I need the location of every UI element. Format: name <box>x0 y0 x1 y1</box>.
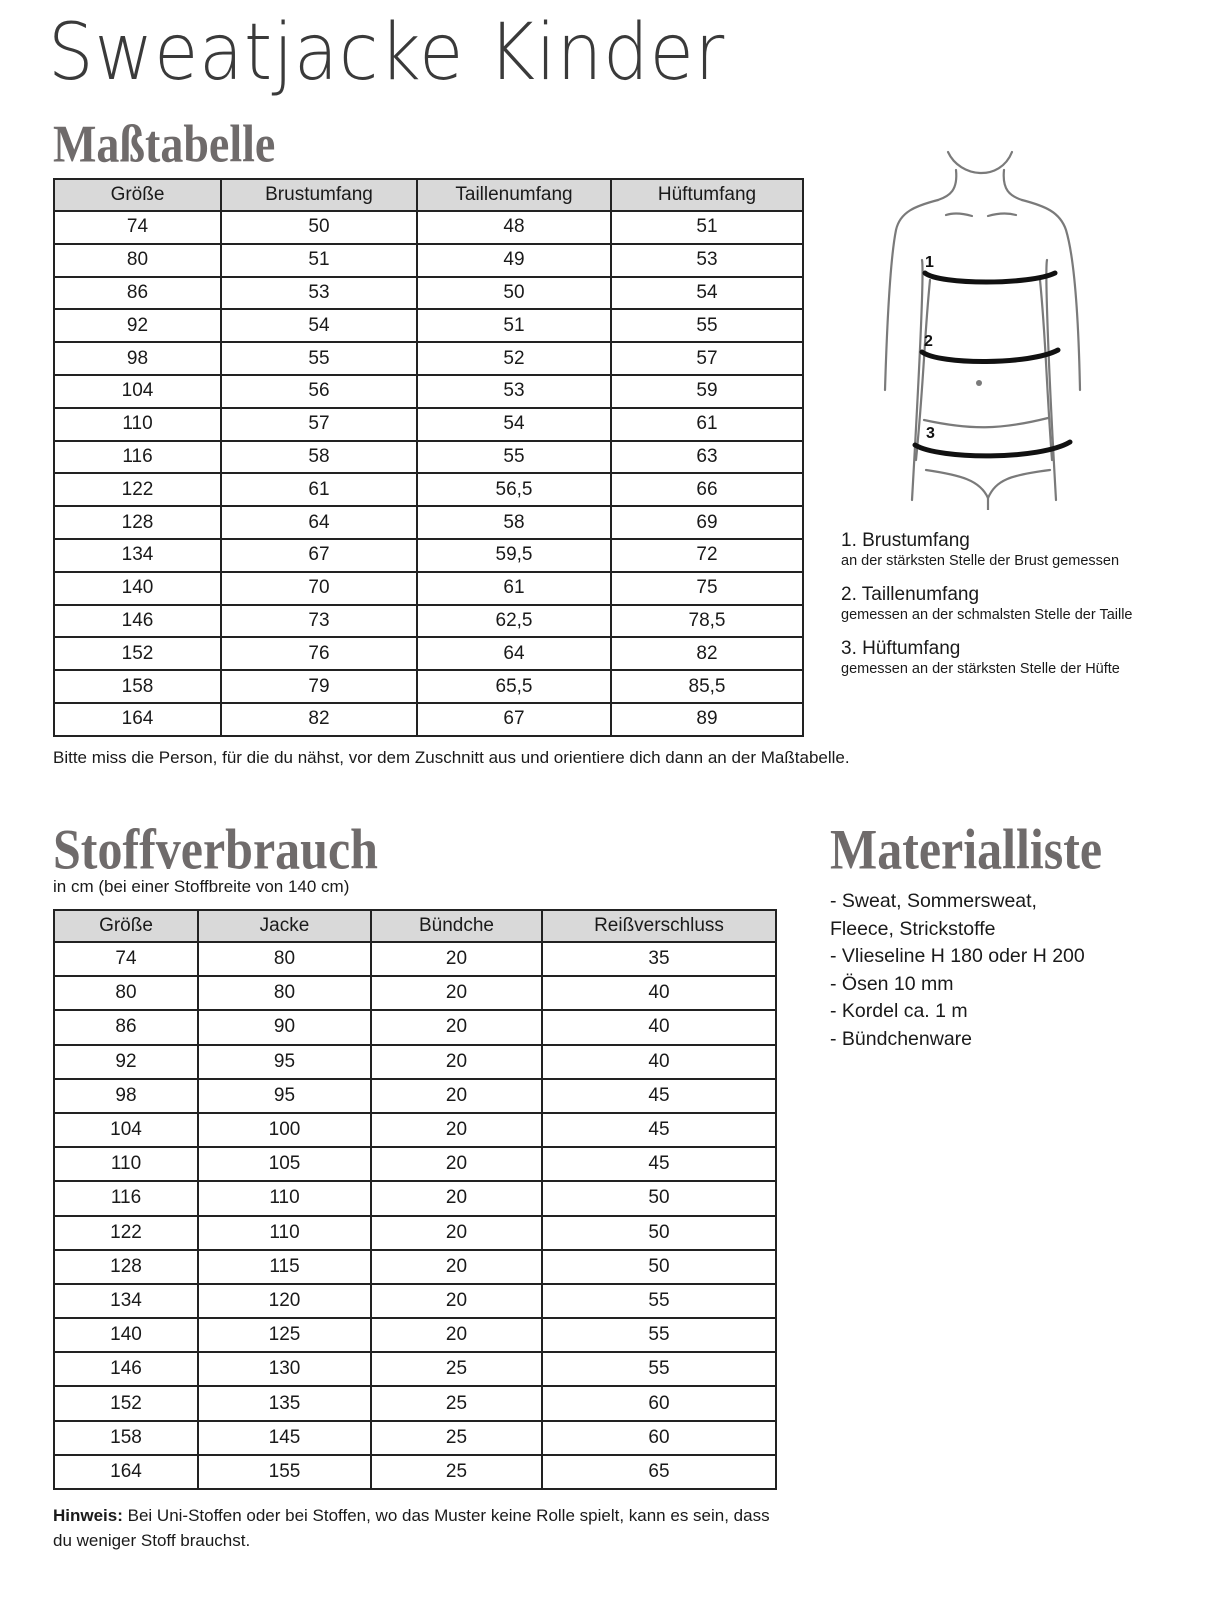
label-2: 2 <box>924 333 933 350</box>
table-cell: 164 <box>54 1455 198 1489</box>
table-row <box>54 211 803 244</box>
material-item: Fleece, Strickstoffe <box>830 917 996 940</box>
table-cell: 122 <box>54 1216 198 1250</box>
table-cell: 25 <box>371 1421 542 1455</box>
table-cell: 61 <box>221 473 417 506</box>
column-header: Bündche <box>371 910 542 942</box>
legend-title: 2. Taillenumfang <box>841 584 980 605</box>
table-cell: 73 <box>221 605 417 638</box>
table-row <box>54 473 803 506</box>
table-row <box>54 1010 776 1044</box>
table-cell: 100 <box>198 1113 371 1147</box>
waist-measure-line <box>922 350 1058 362</box>
legend-item <box>841 638 1201 678</box>
table-cell: 50 <box>542 1216 776 1250</box>
table-row <box>54 1421 776 1455</box>
fabric-hint <box>53 1503 773 1553</box>
table-cell: 40 <box>542 976 776 1010</box>
table-cell: 25 <box>371 1386 542 1420</box>
table-row <box>54 506 803 539</box>
table-cell: 78,5 <box>611 605 803 638</box>
table-cell: 74 <box>54 211 221 244</box>
table-cell: 20 <box>371 1079 542 1113</box>
body-outline-icon <box>880 140 1110 510</box>
body-measurement-illustration <box>880 140 1110 510</box>
column-header: Reißverschluss <box>542 910 776 942</box>
table-cell: 54 <box>611 277 803 310</box>
hint-label: Hinweis: <box>53 1506 123 1525</box>
fabric-heading: Stoffverbrauch <box>53 816 378 881</box>
table-row <box>54 605 803 638</box>
material-item: - Bündchenware <box>830 1027 973 1050</box>
column-header: Jacke <box>198 910 371 942</box>
table-cell: 152 <box>54 637 221 670</box>
table-cell: 20 <box>371 942 542 976</box>
table-cell: 152 <box>54 1386 198 1420</box>
materials-list <box>830 888 1190 1053</box>
table-cell: 95 <box>198 1045 371 1079</box>
table-row <box>54 572 803 605</box>
table-row <box>54 1045 776 1079</box>
table-cell: 20 <box>371 1284 542 1318</box>
page-title: Sweatjacke Kinder <box>48 8 726 98</box>
table-row <box>54 703 803 736</box>
legend-item <box>841 530 1201 570</box>
table-cell: 55 <box>542 1318 776 1352</box>
table-cell: 53 <box>611 244 803 277</box>
table-cell: 45 <box>542 1079 776 1113</box>
table-cell: 116 <box>54 1181 198 1215</box>
table-row <box>54 1147 776 1181</box>
table-cell: 52 <box>417 342 611 375</box>
table-cell: 122 <box>54 473 221 506</box>
table-cell: 89 <box>611 703 803 736</box>
table-cell: 130 <box>198 1352 371 1386</box>
table-header-row <box>54 910 776 942</box>
label-1: 1 <box>925 254 934 271</box>
table-cell: 69 <box>611 506 803 539</box>
table-cell: 80 <box>198 976 371 1010</box>
table-cell: 85,5 <box>611 670 803 703</box>
table-cell: 48 <box>417 211 611 244</box>
table-row <box>54 1284 776 1318</box>
table-row <box>54 1216 776 1250</box>
table-cell: 60 <box>542 1386 776 1420</box>
table-cell: 158 <box>54 1421 198 1455</box>
table-cell: 56,5 <box>417 473 611 506</box>
table-cell: 134 <box>54 539 221 572</box>
table-cell: 104 <box>54 1113 198 1147</box>
table-row <box>54 670 803 703</box>
table-cell: 25 <box>371 1455 542 1489</box>
table-cell: 45 <box>542 1147 776 1181</box>
table-cell: 110 <box>54 408 221 441</box>
table-row <box>54 277 803 310</box>
table-row <box>54 441 803 474</box>
table-cell: 25 <box>371 1352 542 1386</box>
table-cell: 74 <box>54 942 198 976</box>
table-cell: 115 <box>198 1250 371 1284</box>
legend-desc: gemessen an der stärksten Stelle der Hüfte <box>841 661 1120 677</box>
table-cell: 50 <box>221 211 417 244</box>
table-row <box>54 1352 776 1386</box>
legend-desc: gemessen an der schmalsten Stelle der Taille <box>841 607 1133 623</box>
table-cell: 55 <box>417 441 611 474</box>
table-cell: 63 <box>611 441 803 474</box>
table-cell: 158 <box>54 670 221 703</box>
table-cell: 51 <box>611 211 803 244</box>
table-cell: 57 <box>611 342 803 375</box>
table-cell: 20 <box>371 1113 542 1147</box>
table-cell: 66 <box>611 473 803 506</box>
table-header-row <box>54 179 803 211</box>
table-cell: 110 <box>198 1181 371 1215</box>
measure-note: Bitte miss die Person, für die du nähst, vor dem Zuschnitt aus und orientiere dich dann an der Maßtabelle. <box>53 748 850 767</box>
size-chart-table <box>53 178 804 737</box>
table-cell: 140 <box>54 1318 198 1352</box>
table-cell: 146 <box>54 1352 198 1386</box>
table-cell: 75 <box>611 572 803 605</box>
material-item: - Ösen 10 mm <box>830 972 954 995</box>
legend-item <box>841 584 1201 624</box>
table-cell: 53 <box>417 375 611 408</box>
fabric-table <box>53 909 777 1490</box>
table-row <box>54 1079 776 1113</box>
table-cell: 45 <box>542 1113 776 1147</box>
table-row <box>54 942 776 976</box>
chest-measure-line <box>925 273 1055 282</box>
table-cell: 116 <box>54 441 221 474</box>
table-row <box>54 1318 776 1352</box>
table-cell: 62,5 <box>417 605 611 638</box>
table-cell: 20 <box>371 1318 542 1352</box>
table-cell: 20 <box>371 976 542 1010</box>
table-cell: 104 <box>54 375 221 408</box>
table-cell: 95 <box>198 1079 371 1113</box>
table-cell: 20 <box>371 1010 542 1044</box>
table-cell: 51 <box>417 309 611 342</box>
table-cell: 70 <box>221 572 417 605</box>
legend-title: 3. Hüftumfang <box>841 638 961 659</box>
material-item: - Vlieseline H 180 oder H 200 <box>830 945 1085 967</box>
table-cell: 86 <box>54 277 221 310</box>
table-cell: 90 <box>198 1010 371 1044</box>
table-cell: 20 <box>371 1045 542 1079</box>
legend-title: 1. Brustumfang <box>841 530 970 551</box>
table-cell: 164 <box>54 703 221 736</box>
materials-heading: Materialliste <box>830 816 1103 881</box>
table-cell: 53 <box>221 277 417 310</box>
table-cell: 40 <box>542 1010 776 1044</box>
table-row <box>54 539 803 572</box>
table-cell: 110 <box>198 1216 371 1250</box>
table-cell: 128 <box>54 1250 198 1284</box>
table-cell: 54 <box>417 408 611 441</box>
table-cell: 59 <box>611 375 803 408</box>
hint-text: Bei Uni-Stoffen oder bei Stoffen, wo das Muster keine Rolle spielt, kann es sein, dass du weniger Stoff brauchst. <box>53 1506 770 1550</box>
table-cell: 20 <box>371 1250 542 1284</box>
table-cell: 51 <box>221 244 417 277</box>
label-3: 3 <box>926 425 935 442</box>
table-cell: 50 <box>542 1181 776 1215</box>
table-cell: 57 <box>221 408 417 441</box>
table-cell: 128 <box>54 506 221 539</box>
table-cell: 155 <box>198 1455 371 1489</box>
table-cell: 65,5 <box>417 670 611 703</box>
table-cell: 82 <box>221 703 417 736</box>
table-cell: 80 <box>54 976 198 1010</box>
size-chart-heading: Maßtabelle <box>53 114 276 174</box>
table-cell: 56 <box>221 375 417 408</box>
table-cell: 79 <box>221 670 417 703</box>
column-header: Brustumfang <box>221 179 417 211</box>
table-cell: 49 <box>417 244 611 277</box>
table-cell: 20 <box>371 1181 542 1215</box>
table-cell: 140 <box>54 572 221 605</box>
table-cell: 20 <box>371 1216 542 1250</box>
material-item: - Sweat, Sommersweat, <box>830 890 1037 912</box>
column-header: Hüftumfang <box>611 179 803 211</box>
table-row <box>54 408 803 441</box>
table-cell: 64 <box>417 637 611 670</box>
table-cell: 64 <box>221 506 417 539</box>
column-header: Größe <box>54 910 198 942</box>
table-cell: 55 <box>221 342 417 375</box>
table-cell: 92 <box>54 1045 198 1079</box>
table-cell: 82 <box>611 637 803 670</box>
table-cell: 67 <box>417 703 611 736</box>
table-row <box>54 375 803 408</box>
hip-measure-line <box>915 442 1070 456</box>
table-cell: 105 <box>198 1147 371 1181</box>
table-cell: 110 <box>54 1147 198 1181</box>
table-row <box>54 637 803 670</box>
table-cell: 35 <box>542 942 776 976</box>
table-cell: 92 <box>54 309 221 342</box>
table-cell: 125 <box>198 1318 371 1352</box>
column-header: Taillenumfang <box>417 179 611 211</box>
table-row <box>54 1181 776 1215</box>
table-cell: 80 <box>198 942 371 976</box>
table-cell: 60 <box>542 1421 776 1455</box>
table-cell: 61 <box>417 572 611 605</box>
table-cell: 67 <box>221 539 417 572</box>
table-cell: 98 <box>54 1079 198 1113</box>
material-item: - Kordel ca. 1 m <box>830 1000 968 1022</box>
table-cell: 55 <box>542 1352 776 1386</box>
table-cell: 135 <box>198 1386 371 1420</box>
table-row <box>54 1455 776 1489</box>
table-row <box>54 976 776 1010</box>
fabric-body <box>54 942 776 1489</box>
table-cell: 65 <box>542 1455 776 1489</box>
table-cell: 61 <box>611 408 803 441</box>
table-row <box>54 342 803 375</box>
table-cell: 20 <box>371 1147 542 1181</box>
table-row <box>54 1386 776 1420</box>
legend-desc: an der stärksten Stelle der Brust gemessen <box>841 553 1120 569</box>
table-row <box>54 244 803 277</box>
table-cell: 145 <box>198 1421 371 1455</box>
table-cell: 72 <box>611 539 803 572</box>
table-cell: 120 <box>198 1284 371 1318</box>
table-cell: 146 <box>54 605 221 638</box>
measurement-legend <box>841 530 1201 692</box>
table-cell: 54 <box>221 309 417 342</box>
fabric-subheading: in cm (bei einer Stoffbreite von 140 cm) <box>53 877 350 896</box>
table-cell: 55 <box>542 1284 776 1318</box>
table-row <box>54 1250 776 1284</box>
table-cell: 50 <box>417 277 611 310</box>
table-row <box>54 1113 776 1147</box>
table-cell: 80 <box>54 244 221 277</box>
column-header: Größe <box>54 179 221 211</box>
table-cell: 98 <box>54 342 221 375</box>
table-cell: 40 <box>542 1045 776 1079</box>
table-cell: 59,5 <box>417 539 611 572</box>
table-row <box>54 309 803 342</box>
table-cell: 58 <box>417 506 611 539</box>
table-cell: 76 <box>221 637 417 670</box>
table-cell: 134 <box>54 1284 198 1318</box>
table-cell: 86 <box>54 1010 198 1044</box>
table-cell: 58 <box>221 441 417 474</box>
table-cell: 50 <box>542 1250 776 1284</box>
table-cell: 55 <box>611 309 803 342</box>
size-chart-body <box>54 211 803 736</box>
